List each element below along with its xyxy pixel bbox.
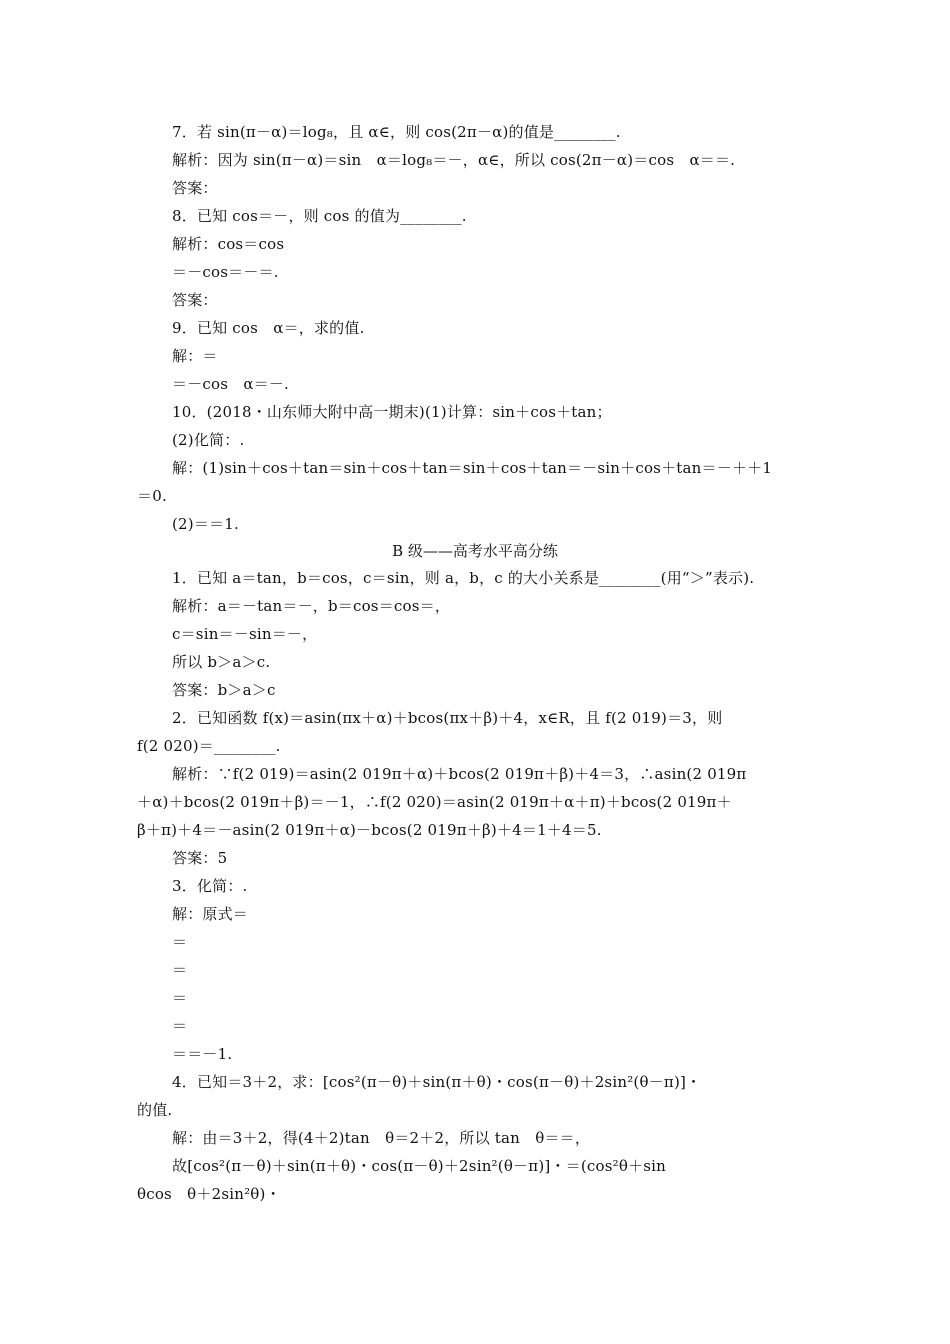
b2-answer: 答案：5: [172, 849, 228, 867]
b4-solution-cont1: 故[cos²(π－θ)＋sin(π＋θ)・cos(π－θ)＋2sin²(θ－π)]・＝(cos²θ＋sin: [172, 1157, 666, 1175]
q10-solution-cont: ＝0.: [137, 487, 167, 505]
b3-solution: 解：原式＝: [172, 905, 249, 923]
q7-stem: 7．若 sin(π－α)＝log₈，且 α∈，则 cos(2π－α)的值是________.: [172, 123, 621, 141]
b2-analysis-cont1: ＋α)＋bcos(2 019π＋β)＝－1，∴f(2 020)＝asin(2 019π＋α＋π)＋bcos(2 019π＋: [137, 793, 732, 811]
b2-stem-cont: f(2 020)＝________.: [137, 737, 281, 755]
b1-conclusion: 所以 b＞a＞c.: [172, 653, 271, 671]
q7-analysis: 解析：因为 sin(π－α)＝sin α＝log₈＝－，α∈，所以 cos(2π－α)＝cos α＝＝.: [172, 151, 736, 169]
b3-stem: 3．化简：.: [172, 877, 248, 895]
b3-step: ＝: [172, 933, 188, 951]
b4-solution-cont2: θcos θ＋2sin²θ)・: [137, 1185, 281, 1203]
b3-result: ＝＝－1.: [172, 1045, 233, 1063]
b2-analysis-cont2: β＋π)＋4＝－asin(2 019π＋α)－bcos(2 019π＋β)＋4＝1＋4＝5.: [137, 821, 602, 839]
q10-part2: (2)化简：.: [172, 431, 245, 449]
b1-stem: 1．已知 a＝tan，b＝cos，c＝sin，则 a，b，c 的大小关系是________(用“＞”表示).: [172, 569, 755, 587]
q8-analysis-cont: ＝－cos＝－＝.: [172, 263, 279, 281]
b3-step: ＝: [172, 1017, 188, 1035]
q8-answer: 答案：: [172, 291, 218, 309]
q8-stem: 8．已知 cos＝－，则 cos 的值为________.: [172, 207, 467, 225]
q7-answer: 答案：: [172, 179, 218, 197]
q9-solution-cont: ＝－cos α＝－.: [172, 375, 290, 393]
q10-stem: 10．(2018・山东师大附中高一期末)(1)计算：sin＋cos＋tan；: [172, 403, 612, 421]
b1-analysis: 解析：a＝－tan＝－，b＝cos＝cos＝，: [172, 597, 451, 615]
section-heading: B 级——高考水平高分练: [392, 542, 558, 560]
b1-answer: 答案：b＞a＞c: [172, 681, 276, 699]
b4-stem-cont: 的值.: [137, 1101, 173, 1119]
q10-solution: 解：(1)sin＋cos＋tan＝sin＋cos＋tan＝sin＋cos＋tan＝－sin＋cos＋tan＝－＋＋1: [172, 459, 773, 477]
b2-stem: 2．已知函数 f(x)＝asin(πx＋α)＋bcos(πx＋β)＋4，x∈R，且 f(2 019)＝3，则: [172, 709, 723, 727]
q9-stem: 9．已知 cos α＝，求的值.: [172, 319, 365, 337]
q10-solution-part2: (2)＝＝1.: [172, 515, 239, 533]
b3-step: ＝: [172, 961, 188, 979]
b4-solution: 解：由＝3＋2，得(4＋2)tan θ＝2＋2，所以 tan θ＝＝，: [172, 1129, 591, 1147]
b2-analysis: 解析：∵f(2 019)＝asin(2 019π＋α)＋bcos(2 019π＋β)＋4＝3，∴asin(2 019π: [172, 765, 747, 783]
q9-solution: 解：＝: [172, 347, 218, 365]
q8-analysis: 解析：cos＝cos: [172, 235, 285, 253]
b1-analysis-cont: c＝sin＝－sin＝－，: [172, 625, 318, 643]
b4-stem: 4．已知＝3＋2，求：[cos²(π－θ)＋sin(π＋θ)・cos(π－θ)＋2sin²(θ－π)]・: [172, 1073, 702, 1091]
b3-step: ＝: [172, 989, 188, 1007]
